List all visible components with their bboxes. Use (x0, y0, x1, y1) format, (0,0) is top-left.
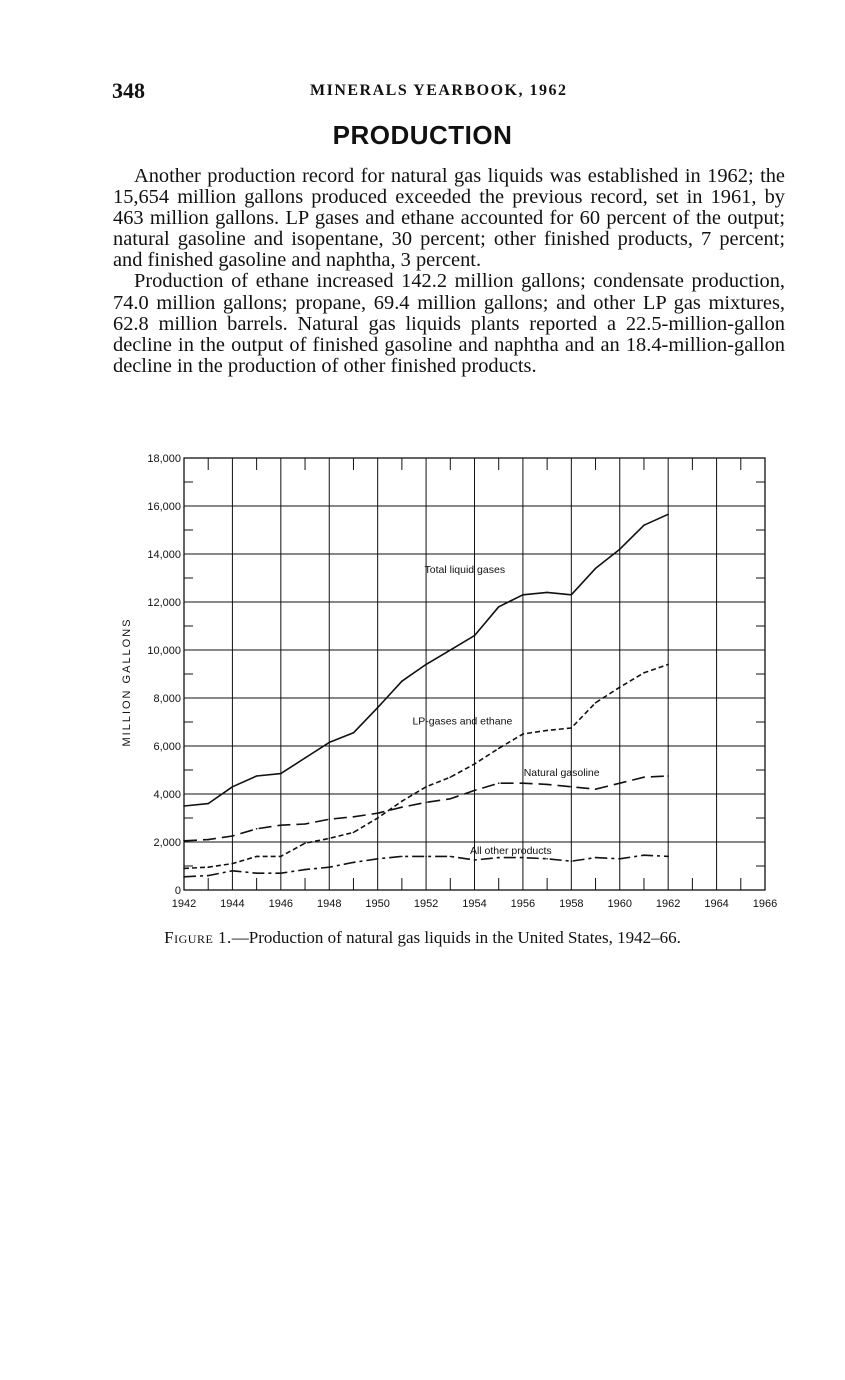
x-tick-label: 1942 (171, 898, 197, 910)
x-tick-label: 1964 (704, 898, 729, 910)
data-point (232, 870, 234, 872)
data-point (595, 568, 597, 570)
series-label-3: Natural gasoline (523, 767, 600, 779)
data-point (498, 748, 500, 750)
data-point (449, 649, 451, 651)
page-number: 348 (112, 78, 145, 103)
data-point (474, 859, 476, 861)
data-point (280, 773, 282, 775)
data-point (353, 816, 355, 818)
data-point (498, 857, 500, 859)
x-tick-label: 1960 (607, 898, 632, 910)
data-point (595, 857, 597, 859)
data-point (232, 835, 234, 837)
data-point (280, 872, 282, 874)
data-point (207, 803, 209, 805)
data-point (256, 775, 258, 777)
data-point (328, 742, 330, 744)
data-point (304, 823, 306, 825)
data-point (595, 788, 597, 790)
data-point (425, 856, 427, 858)
data-point (449, 856, 451, 858)
x-tick-label: 1954 (462, 898, 487, 910)
data-point (280, 856, 282, 858)
figure-caption (0, 928, 845, 948)
data-point (183, 868, 185, 870)
paragraph-2: Production of ethane increased 142.2 million gallons; condensate production, 74.0 million gallons; propane, 69.4 million gallons; and other LP gas mixtures, 62.8 million barrels. Natural gas liquids plants reported a 22.5-million-gallon decline in the output of finished gasoline and naphtha and an 18.4-million-gallon decline in the production of other finished products. (113, 270, 785, 377)
x-tick-label: 1962 (655, 898, 681, 910)
data-point (207, 839, 209, 841)
data-point (522, 733, 524, 735)
data-point (667, 514, 669, 516)
y-tick-label: 0 (174, 885, 181, 897)
y-tick-label: 2,000 (153, 837, 181, 849)
data-point (546, 858, 548, 860)
data-point (449, 798, 451, 800)
data-point (667, 775, 669, 777)
y-tick-label: 4,000 (153, 789, 181, 801)
data-point (449, 776, 451, 778)
y-tick-label: 8,000 (153, 693, 181, 705)
data-point (377, 707, 379, 709)
x-tick-label: 1944 (220, 898, 245, 910)
data-point (183, 840, 185, 842)
data-point (401, 800, 403, 802)
data-point (232, 863, 234, 865)
data-point (546, 592, 548, 594)
figure-label: Figure 1. (164, 928, 232, 947)
data-point (353, 732, 355, 734)
data-point (546, 784, 548, 786)
data-point (207, 875, 209, 877)
y-tick-label: 12,000 (147, 597, 181, 609)
data-point (643, 854, 645, 856)
x-tick-label: 1948 (317, 898, 342, 910)
data-point (377, 858, 379, 860)
data-point (643, 524, 645, 526)
x-tick-label: 1952 (413, 898, 439, 910)
series-label-2: LP-gases and ethane (412, 715, 513, 728)
x-tick-label: 1956 (510, 898, 536, 910)
data-point (401, 806, 403, 808)
data-point (280, 824, 282, 826)
data-point (425, 786, 427, 788)
caption-text: —Production of natural gas liquids in the United States, 1942–66. (231, 928, 681, 947)
data-point (498, 606, 500, 608)
body-text (113, 166, 785, 377)
data-point (377, 817, 379, 819)
data-point (498, 782, 500, 784)
data-point (571, 594, 573, 596)
series-label-4: All other products (469, 845, 552, 857)
x-tick-label: 1966 (752, 898, 778, 910)
x-tick-label: 1950 (365, 898, 390, 910)
data-point (232, 786, 234, 788)
y-tick-label: 10,000 (147, 645, 181, 657)
data-point (571, 860, 573, 862)
data-point (522, 857, 524, 859)
y-tick-label: 16,000 (147, 501, 181, 513)
data-point (304, 842, 306, 844)
y-tick-label: 18,000 (147, 453, 181, 465)
data-point (643, 776, 645, 778)
running-head: MINERALS YEARBOOK, 1962 (310, 82, 568, 99)
y-tick-label: 6,000 (153, 741, 181, 753)
data-point (667, 856, 669, 858)
data-point (353, 832, 355, 834)
data-point (304, 869, 306, 871)
data-point (401, 680, 403, 682)
data-point (377, 812, 379, 814)
data-point (425, 664, 427, 666)
series-label-1: Total liquid gases (424, 564, 506, 577)
data-point (256, 856, 258, 858)
data-point (643, 672, 645, 674)
data-point (619, 686, 621, 688)
data-point (304, 757, 306, 759)
paragraph-1: Another production record for natural gas liquids was established in 1962; the 15,654 million gallons produced exceeded the previous record, set in 1961, by 463 million gallons. LP gases and ethane accounted for 60 percent of the output; natural gasoline and isopentane, 30 percent; other finished products, 7 percent; and finished gasoline and naphtha, 3 percent. (113, 165, 785, 272)
data-point (474, 635, 476, 637)
data-point (474, 790, 476, 792)
data-point (571, 786, 573, 788)
data-point (619, 782, 621, 784)
data-point (619, 548, 621, 550)
data-point (328, 818, 330, 820)
x-tick-label: 1958 (559, 898, 584, 910)
data-point (522, 594, 524, 596)
x-tick-label: 1946 (268, 898, 294, 910)
data-point (256, 872, 258, 874)
data-point (353, 862, 355, 864)
data-point (595, 702, 597, 704)
data-point (183, 805, 185, 807)
chart (100, 448, 800, 918)
data-point (619, 858, 621, 860)
y-tick-label: 14,000 (147, 549, 181, 561)
chart-svg (100, 448, 800, 918)
data-point (183, 876, 185, 878)
section-title: PRODUCTION (332, 120, 513, 150)
data-point (328, 838, 330, 840)
data-point (207, 866, 209, 868)
data-point (474, 763, 476, 765)
data-point (522, 782, 524, 784)
data-point (425, 802, 427, 804)
data-point (401, 856, 403, 858)
data-point (256, 828, 258, 830)
data-point (667, 664, 669, 666)
data-point (328, 866, 330, 868)
data-point (546, 730, 548, 732)
y-axis-label: MILLION GALLONS (121, 617, 133, 747)
data-point (571, 727, 573, 729)
